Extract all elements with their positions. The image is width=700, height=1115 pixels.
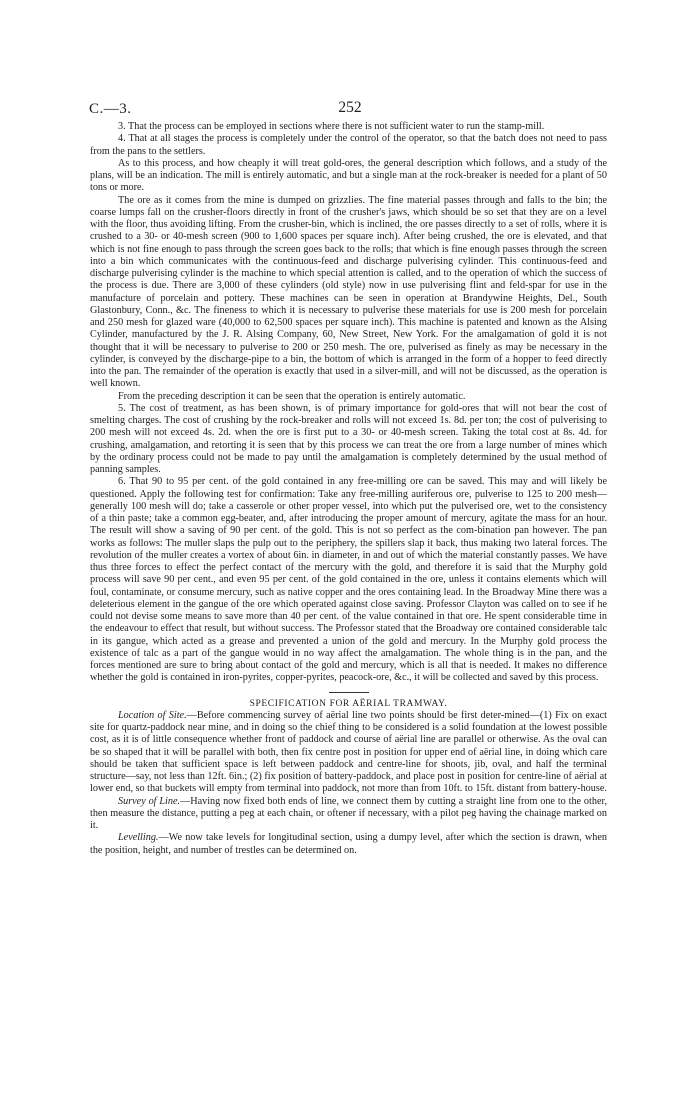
subsection-text: —We now take levels for longitudinal section, using a dumpy level, after which the section is drawn, when the position, height, and number of trestles can be determined on.	[90, 832, 607, 856]
specification-paragraph	[90, 710, 607, 796]
subheading: Location of Site.	[118, 709, 187, 721]
subheading: Survey of Line.	[118, 795, 181, 807]
subsection-text: —Having now fixed both ends of line, we connect them by cutting a straight line from one to the other, then measure the distance, putting a peg at each chain, or oftener if necessary, with a pilot peg having the chainage marked on it.	[90, 795, 607, 831]
subheading: Levelling.	[118, 832, 159, 844]
section-divider	[329, 692, 369, 693]
section-reference: C.—3.	[89, 101, 132, 117]
paragraph: 4. That at all stages the process is completely under the control of the operator, so that the batch does not need to pass from the pans to the settlers.	[90, 133, 607, 157]
page-body	[90, 121, 607, 857]
specification-heading: SPECIFICATION FOR AËRIAL TRAMWAY.	[249, 698, 448, 709]
subsection-text: —Before commencing survey of aërial line two points should be first deter-mined—(1) Fix on exact site for quartz-paddock near mine, and in doing so the chief thing to be considered is a solid foundation at the lowest possible cost, as it is of little consequence whether front of paddock and course of aërial line are parallel or otherwise. As the oval can be so shaped that it will be parallel with both, then fix centre post in position for upper end of aërial line, in doing which care should be taken that sufficient space is left between paddock and centre-line for shoots, jib, oval, and half the terminal structure—say, not less than 12ft. 6in.; (2) fix position of battery-paddock, and place post in position for centre-line of aërial at lower end, so that buckets will empty from terminal into paddock, not more than from 10ft. to 15ft. distant from battery-house.	[90, 709, 607, 795]
paragraph: 5. The cost of treatment, as has been shown, is of primary importance for gold-ores that will not bear the cost of smelting charges. The cost of crushing by the rock-breaker and rolls will not exceed 1s. 8d. per ton; the cost of pulverising to 200 mesh will not exceed 4s. 2d. when the ore is first put to a 30- or 40-mesh screen. Taking the total cost at 8s. 4d. for crushing, amalgamation, and retorting it is seen that by this process we can treat the ore from a large number of mines which by the ordinary process could not be made to pay until the amalgamation is completely determined by the usual method of panning samples.	[90, 402, 607, 475]
paragraph: As to this process, and how cheaply it will treat gold-ores, the general description which follows, and a study of the plans, will be an indication. The mill is entirely automatic, and but a single man at the rock-breaker is needed for a plant of 50 tons or more.	[90, 157, 607, 194]
page-number: 252	[338, 99, 362, 116]
paragraph: From the preceding description it can be seen that the operation is entirely automatic.	[118, 390, 466, 402]
paragraph: The ore as it comes from the mine is dumped on grizzlies. The fine material passes through and falls to the bin; the coarse lumps fall on the crusher-floors directly in front of the crusher's jaws, which should be so set that they are on a level with the floor, thus avoiding lifting. From the crusher-bin, which is inclined, the ore passes directly to a set of rolls, where it is crushed to a 30- or 40-mesh screen (900 to 1,600 spaces per square inch). After being crushed, the ore is elevated, and that which is not fine enough to pass through the screen goes back to the rolls; that which is fine enough passes through the screen into a bin which communicates with the continuous-feed and discharge pulverising cylinder. This continuous-feed and discharge pulverising cylinder is the machine to which special attention is called, and to the operation of which the success of the process is due. There are 3,000 of these cylinders (old style) now in use pulverising flint and feld-spar for use in the manufacture of porcelain and pottery. These machines can be seen in operation at Brandywine Heights, Del., South Glastonbury, Conn., &c. The fineness to which it is necessary to pulverise these materials for use is 200 mesh for porcelain and 250 mesh for glazed ware (40,000 to 62,500 spaces per square inch). This machine is patented and known as the Alsing Cylinder, manufactured by the J. R. Alsing Company, 60, New Street, New York. For the amalgamation of gold it is not thought that it will be necessary to pulverise to 200 or 250 mesh. The ore, pulverised as finely as may be necessary in the cylinder, is conveyed by the discharge-pipe to a bin, the bottom of which is arranged in the form of a hopper to feed directly into the pan. The remainder of the operation is exactly that used in a silver-mill, and will not be discussed, as the operation is well known.	[90, 194, 607, 390]
specification-paragraph	[90, 796, 607, 833]
paragraph: 6. That 90 to 95 per cent. of the gold contained in any free-milling ore can be saved. This may and will likely be questioned. Apply the following test for confirmation: Take any free-milling auriferous ore, pulverise to 125 to 200 mesh—generally 100 mesh will do; take a casserole or other proper vessel, into which put the pulverised ore, wet to the consistency of a thin paste; take a common egg-beater, and, after introducing the proper amount of mercury, agitate the mass for an hour. The result will show a saving of 90 per cent. of the gold. This is not so perfect as the com-bination pan however. The pan works as follows: The muller slaps the pulp out to the periphery, the spillers slap it back, thus making two lateral forces. The revolution of the muller creates a vortex of about 6in. in diameter, in and out of which the material constantly passes. We have thus three forces to effect the perfect contact of the mercury with the gold, and therefore it is said that the Murphy gold process will save 90 per cent., and even 95 per cent. of the gold contained in the ore, unless it contains elements which will foul, contaminate, or consume mercury, such as native copper and the ores containing lead. In the Broadway Mine there was a deleterious element in the gangue of the ore which operated against close saving. Professor Clayton was called on to see if he could not devise some means to save more than 40 per cent. of the value contained in that ore. He spent considerable time in the endeavour to effect that result, but without success. The Professor stated that the Broadway ore contained considerable talc in its gangue, which acted as a grease and prevented a union of the gold and mercury. In the Murphy gold process the existence of talc as a part of the gangue would in no way affect the amalgamation. The whole thing is in the pan, and the forces mentioned are sure to bring about contact of the gold and mercury, which is all that is needed. It makes no difference whether the gold is contained in iron-pyrites, copper-pyrites, peacock-ore, &c., it will be collected and saved by this process.	[90, 476, 607, 684]
paragraph: 3. That the process can be employed in sections where there is not sufficient water to run the stamp-mill.	[118, 121, 545, 132]
specification-paragraph	[90, 832, 607, 857]
